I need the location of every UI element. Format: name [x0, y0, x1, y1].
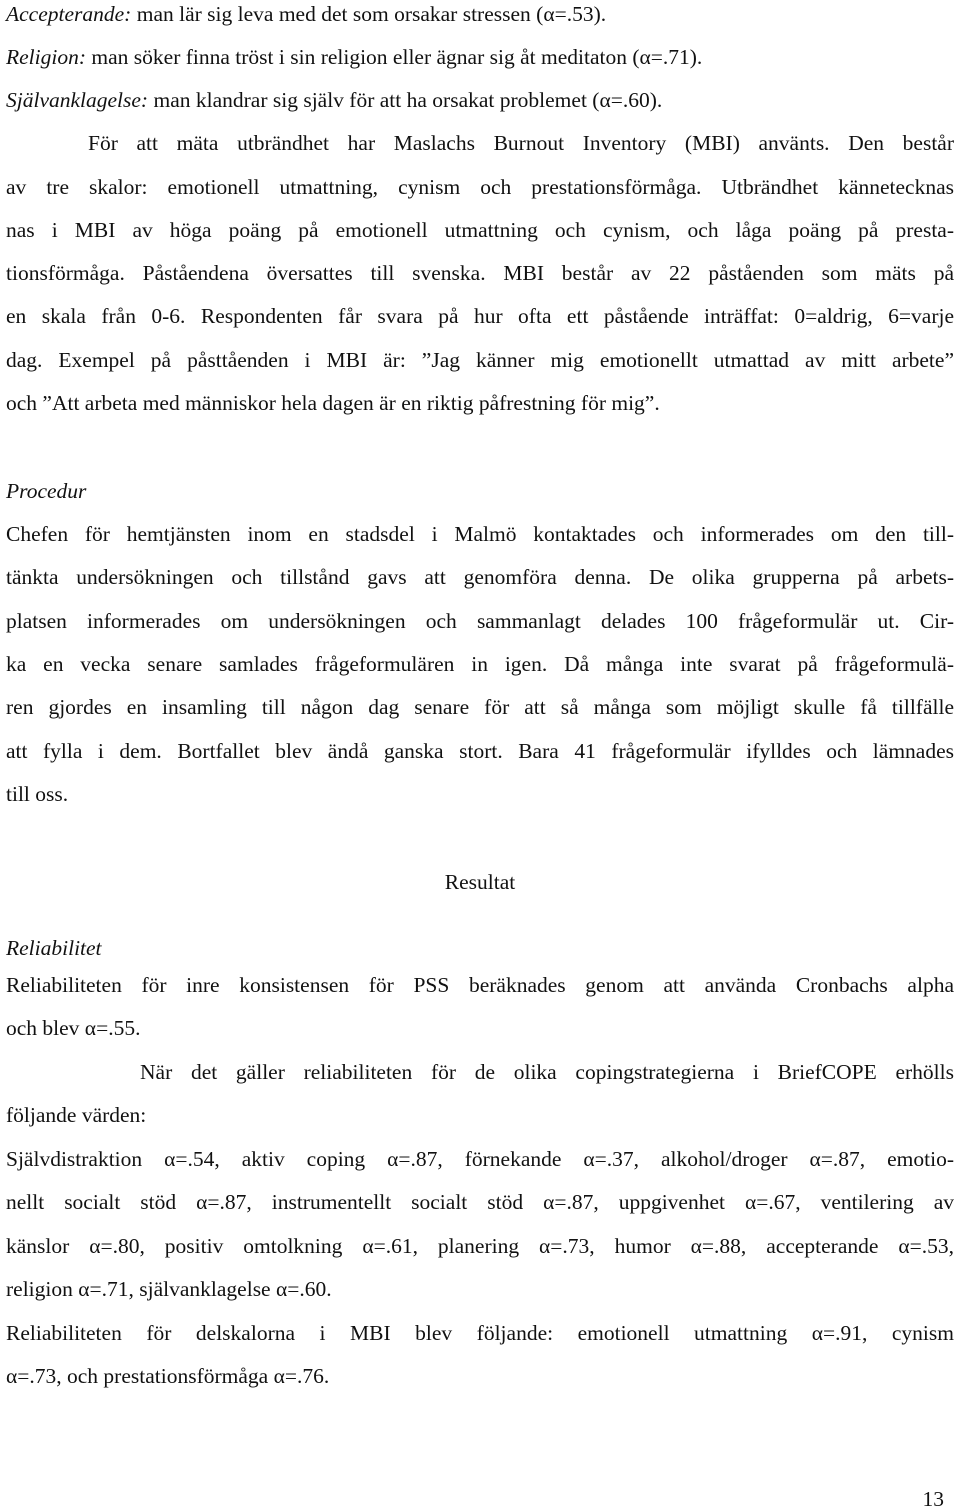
pss-text: och blev α=.55.: [6, 1016, 141, 1040]
cope-values-text: religion α=.71, självanklagelse α=.60.: [6, 1277, 332, 1301]
procedure-line: [6, 608, 954, 634]
mbi-text: tionsförmåga. Påståendena översattes till svenska. MBI består av 22 påståenden som mäts på: [6, 261, 954, 285]
mbi-reliability-line: [6, 1363, 954, 1389]
intro-text: man klandrar sig själv för att ha orsakat problemet (α=.60).: [148, 88, 663, 112]
mbi-text: en skala från 0-6. Respondenten får svara på hur ofta ett påstående inträffat: 0=aldrig, 6=varje: [6, 304, 954, 328]
intro-line-religion: [6, 44, 954, 70]
mbi-paragraph-line: [6, 174, 954, 200]
mbi-text: nas i MBI av höga poäng på emotionell utmattning och cynism, och låga poäng på presta-: [6, 218, 954, 242]
mbi-paragraph-line: [6, 303, 954, 329]
cope-values-text: Självdistraktion α=.54, aktiv coping α=.87, förnekande α=.37, alkohol/droger α=.87, emotio-: [6, 1147, 954, 1171]
cope-values-line: [6, 1146, 954, 1172]
mbi-reliability-text: α=.73, och prestationsförmåga α=.76.: [6, 1364, 330, 1388]
procedure-text: att fylla i dem. Bortfallet blev ändå ganska stort. Bara 41 frågeformulär ifylldes och lämnades: [6, 739, 954, 763]
intro-line-sjalvanklagelse: [6, 87, 954, 113]
cope-values-line: [6, 1276, 954, 1302]
procedure-line: [6, 781, 954, 807]
procedure-line: [6, 738, 954, 764]
procedure-text: tänkta undersökningen och tillstånd gavs att genomföra denna. De olika grupperna på arbets-: [6, 565, 954, 589]
intro-label: Religion:: [6, 45, 87, 69]
procedure-text: ren gjordes en insamling till någon dag senare för att så många som möjligt skulle få tillfälle: [6, 695, 954, 719]
cope-intro-text: När det gäller reliabiliteten för de olika copingstrategierna i BriefCOPE erhölls: [140, 1060, 954, 1084]
cope-values-text: känslor α=.80, positiv omtolkning α=.61, planering α=.73, humor α=.88, accepterande α=.53,: [6, 1234, 954, 1258]
procedure-text: platsen informerades om undersökningen och sammanlagt delades 100 frågeformulär ut. Cir-: [6, 609, 954, 633]
procedure-line: [6, 694, 954, 720]
mbi-text: och ”Att arbeta med människor hela dagen är en riktig påfrestning för mig”.: [6, 391, 660, 415]
mbi-paragraph-line: [6, 217, 954, 243]
cope-intro-text: följande värden:: [6, 1103, 147, 1127]
pss-line: [6, 972, 954, 998]
mbi-paragraph-line: [88, 130, 954, 156]
intro-label: Självanklagelse:: [6, 88, 149, 112]
procedure-line: [6, 651, 954, 677]
mbi-reliability-line: [6, 1320, 954, 1346]
cope-values-line: [6, 1189, 954, 1215]
procedure-line: [6, 521, 954, 547]
results-heading: Resultat: [444, 870, 516, 894]
cope-intro-line: [6, 1102, 954, 1128]
mbi-text: dag. Exempel på påsttåenden i MBI är: ”Jag känner mig emotionellt utmattad av mitt arbete”: [6, 348, 954, 372]
mbi-reliability-text: Reliabiliteten för delskalorna i MBI blev följande: emotionell utmattning α=.91, cynism: [6, 1321, 954, 1345]
mbi-paragraph-line: [6, 347, 954, 373]
procedure-heading: Procedur: [6, 479, 87, 503]
pss-text: Reliabiliteten för inre konsistensen för PSS beräknades genom att använda Cronbachs alpha: [6, 973, 954, 997]
page-number: 13: [922, 1487, 944, 1511]
procedure-line: [6, 564, 954, 590]
procedure-text: ka en vecka senare samlades frågeformulären in igen. Då många inte svarat på frågeformulä-: [6, 652, 954, 676]
mbi-text: av tre skalor: emotionell utmattning, cynism och prestationsförmåga. Utbrändhet kännetecknas: [6, 175, 954, 199]
intro-text: man söker finna tröst i sin religion eller ägnar sig åt meditaton (α=.71).: [86, 45, 703, 69]
mbi-text: För att mäta utbrändhet har Maslachs Burnout Inventory (MBI) använts. Den består: [88, 131, 954, 155]
procedure-text: Chefen för hemtjänsten inom en stadsdel i Malmö kontaktades och informerades om den till-: [6, 522, 954, 546]
intro-text: man lär sig leva med det som orsakar stressen (α=.53).: [131, 2, 607, 26]
cope-values-text: nellt socialt stöd α=.87, instrumentellt socialt stöd α=.87, uppgivenhet α=.67, ventilering av: [6, 1190, 954, 1214]
pss-line: [6, 1015, 954, 1041]
intro-line-accepterande: [6, 1, 954, 27]
intro-label: Accepterande:: [6, 2, 132, 26]
reliability-subheading: Reliabilitet: [6, 936, 102, 960]
mbi-paragraph-line: [6, 260, 954, 286]
mbi-paragraph-line: [6, 390, 954, 416]
procedure-text: till oss.: [6, 782, 69, 806]
cope-values-line: [6, 1233, 954, 1259]
cope-intro-line: [140, 1059, 954, 1085]
